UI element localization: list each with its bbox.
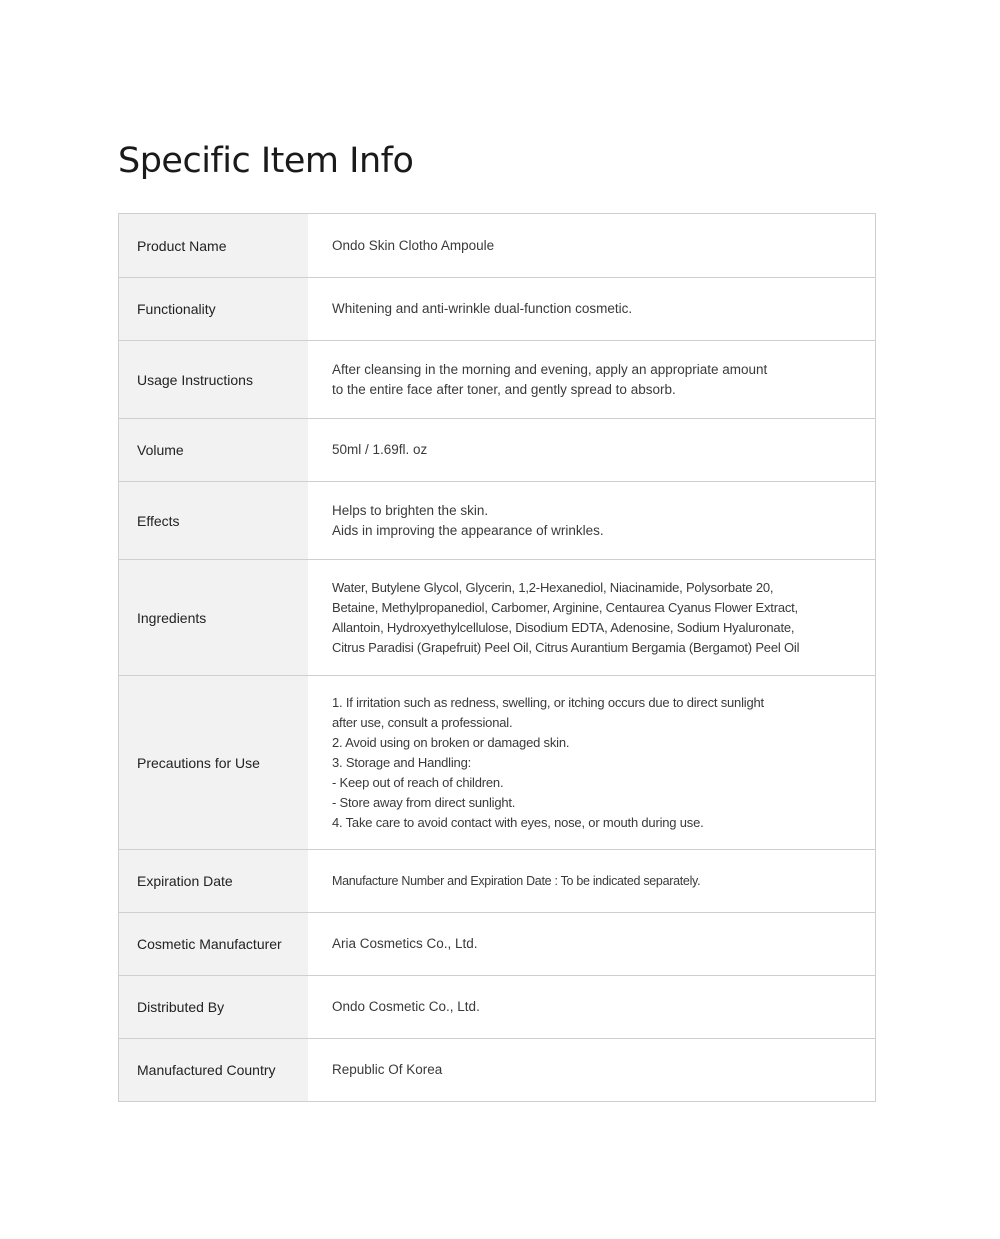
value-line: Citrus Paradisi (Grapefruit) Peel Oil, Citrus Aurantium Bergamia (Bergamot) Peel Oil [332,639,800,655]
value-line: Ondo Cosmetic Co., Ltd. [332,999,480,1014]
value-line: Allantoin, Hydroxyethylcellulose, Disodium EDTA, Adenosine, Sodium Hyaluronate, [332,619,795,635]
value-line: Betaine, Methylpropanediol, Carbomer, Arginine, Centaurea Cyanus Flower Extract, [332,599,798,615]
value-line: After cleansing in the morning and evening, apply an appropriate amount [332,361,768,377]
row-value [308,341,875,418]
value-line: Water, Butylene Glycol, Glycerin, 1,2-Hexanediol, Niacinamide, Polysorbate 20, [332,579,774,595]
row-label: Ingredients [119,560,308,675]
row-label: Cosmetic Manufacturer [119,913,308,975]
value-line: 3. Storage and Handling: [332,754,472,770]
table-row-usage-instructions [119,340,875,418]
page-title: Specific Item Info [118,141,414,181]
row-value [308,482,875,559]
value-line: Whitening and anti-wrinkle dual-function cosmetic. [332,301,633,316]
table-row-manufactured-country [119,1038,875,1101]
item-info-table [118,213,876,1102]
value-line: - Store away from direct sunlight. [332,794,516,810]
row-value [308,560,875,675]
table-row-functionality [119,277,875,340]
table-row-effects [119,481,875,559]
row-value [308,976,875,1038]
row-value [308,913,875,975]
table-row-distributed-by [119,975,875,1038]
row-label: Usage Instructions [119,341,308,418]
row-label: Manufactured Country [119,1039,308,1101]
value-line: 1. If irritation such as redness, swelling, or itching occurs due to direct sunlight [332,694,764,710]
table-row-volume [119,418,875,481]
row-value [308,850,875,912]
table-row-product-name [119,214,875,277]
table-row-precautions [119,675,875,849]
value-line: Aria Cosmetics Co., Ltd. [332,936,478,951]
value-line: Aids in improving the appearance of wrinkles. [332,522,604,538]
row-value [308,676,875,849]
value-line: - Keep out of reach of children. [332,774,504,790]
row-label: Functionality [119,278,308,340]
value-line: 4. Take care to avoid contact with eyes, nose, or mouth during use. [332,814,704,830]
row-label: Distributed By [119,976,308,1038]
row-label: Effects [119,482,308,559]
value-line: after use, consult a professional. [332,714,513,730]
value-line: Manufacture Number and Expiration Date : To be indicated separately. [332,874,701,888]
value-line: Helps to brighten the skin. [332,502,489,518]
row-value [308,214,875,277]
table-row-expiration-date [119,849,875,912]
value-line: Ondo Skin Clotho Ampoule [332,237,495,253]
value-line: to the entire face after toner, and gently spread to absorb. [332,381,676,397]
row-label: Volume [119,419,308,481]
value-line: Republic Of Korea [332,1062,443,1077]
row-label: Precautions for Use [119,676,308,849]
table-row-cosmetic-manufacturer [119,912,875,975]
value-line: 50ml / 1.69fl. oz [332,442,428,457]
row-value [308,278,875,340]
row-value [308,419,875,481]
row-label: Product Name [119,214,308,277]
row-label: Expiration Date [119,850,308,912]
table-row-ingredients [119,559,875,675]
row-value [308,1039,875,1101]
value-line: 2. Avoid using on broken or damaged skin. [332,734,570,750]
